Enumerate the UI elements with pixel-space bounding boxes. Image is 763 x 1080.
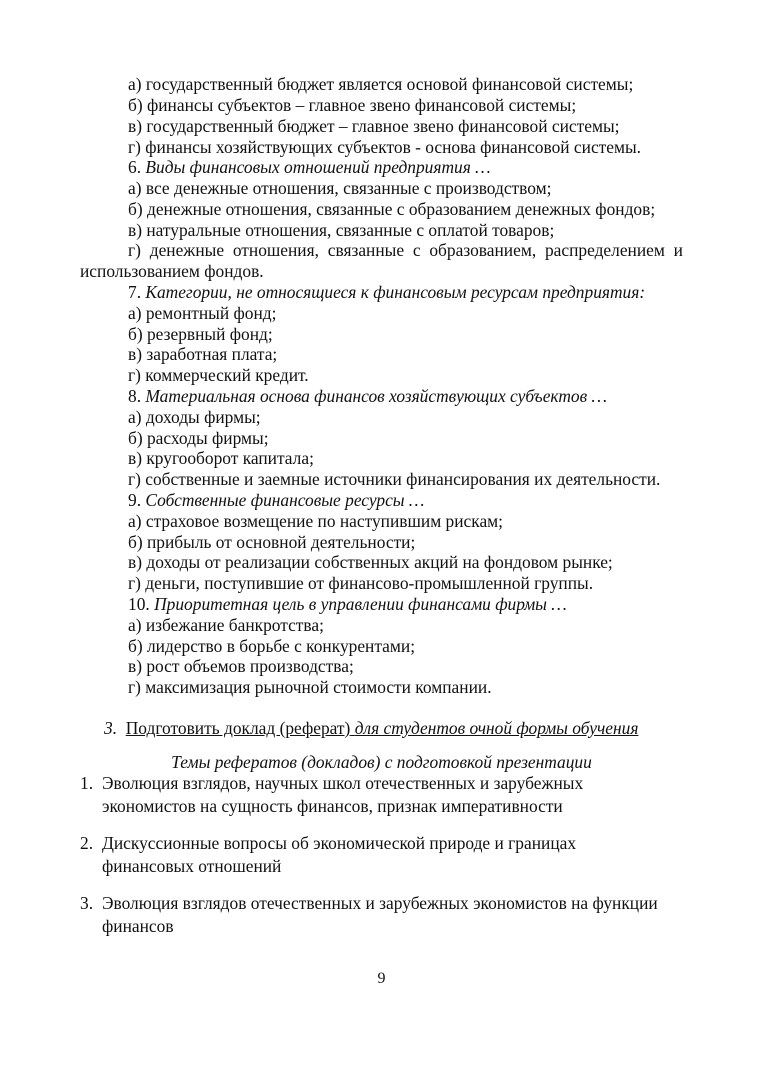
answer-line: г) деньги, поступившие от финансово-промышленной группы. (128, 573, 594, 593)
question-number: 8. (128, 386, 142, 406)
answer-line: а) ремонтный фонд; (128, 303, 277, 323)
answer-line: б) финансы субъектов – главное звено финансовой системы; (128, 95, 577, 115)
answer-line: в) кругооборот капитала; (128, 448, 314, 468)
topic-text-continuation: финансовых отношений (102, 856, 282, 876)
answer-line-continuation: использованием фондов. (80, 261, 264, 281)
question-number: 10. (128, 594, 150, 614)
topic-text: Эволюция взглядов, научных школ отечественных и зарубежных (102, 773, 584, 793)
section-heading (104, 718, 638, 739)
question-number: 6. (128, 157, 142, 177)
topic-text: Дискуссионные вопросы об экономической природе и границах (102, 833, 577, 853)
answer-line: г) максимизация рыночной стоимости компании. (128, 677, 492, 697)
question-8 (128, 386, 607, 407)
question-text: Собственные финансовые ресурсы … (145, 490, 425, 510)
section-title: Подготовить доклад (реферат) для студентов очной формы обучения (125, 718, 639, 738)
answer-line: б) расходы фирмы; (128, 428, 269, 448)
answer-line: г) денежные отношения, связанные с образованием, распределением и (128, 240, 683, 260)
question-number: 9. (128, 490, 142, 510)
topic-item (0, 893, 763, 914)
question-10 (128, 594, 567, 615)
topic-text-continuation: экономистов на сущность финансов, признак императивности (102, 796, 563, 816)
answer-line: в) государственный бюджет – главное звено финансовой системы; (128, 116, 620, 136)
question-number: 7. (128, 282, 142, 302)
answer-line: в) доходы от реализации собственных акций на фондовом рынке; (128, 552, 613, 572)
answer-line: а) доходы фирмы; (128, 407, 261, 427)
answer-line: а) государственный бюджет является основой финансовой системы; (128, 74, 634, 94)
topics-heading: Темы рефератов (докладов) с подготовкой презентации (171, 752, 592, 772)
answer-line: б) резервный фонд; (128, 324, 273, 344)
answer-line: а) все денежные отношения, связанные с производством; (128, 178, 552, 198)
question-text: Виды финансовых отношений предприятия … (145, 157, 491, 177)
question-6 (128, 157, 491, 178)
question-text: Материальная основа финансов хозяйствующих субъектов … (145, 386, 607, 406)
question-text: Приоритетная цель в управлении финансами фирмы … (154, 594, 567, 614)
answer-line: б) лидерство в борьбе с конкурентами; (128, 636, 416, 656)
page-number: 9 (377, 970, 386, 987)
topic-item (0, 773, 763, 794)
answer-line: г) финансы хозяйствующих субъектов - основа финансовой системы. (128, 137, 642, 157)
section-number: 3. (104, 718, 118, 738)
answer-line: г) собственные и заемные источники финансирования их деятельности. (128, 469, 661, 489)
answer-line: а) страховое возмещение по наступившим рискам; (128, 511, 504, 531)
topic-number: 3. (80, 893, 94, 913)
topic-item (0, 833, 763, 854)
answer-line: б) прибыль от основной деятельности; (128, 532, 416, 552)
topic-number: 1. (80, 773, 94, 793)
topic-text: Эволюция взглядов отечественных и зарубежных экономистов на функции (102, 893, 658, 913)
answer-line: г) коммерческий кредит. (128, 365, 309, 385)
question-text: Категории, не относящиеся к финансовым ресурсам предприятия: (145, 282, 646, 302)
answer-line: в) заработная плата; (128, 344, 278, 364)
answer-line: б) денежные отношения, связанные с образованием денежных фондов; (128, 199, 656, 219)
answer-line: а) избежание банкротства; (128, 615, 324, 635)
question-9 (128, 490, 424, 511)
topic-number: 2. (80, 833, 94, 853)
answer-line: в) рост объемов производства; (128, 656, 354, 676)
topic-text-continuation: финансов (102, 916, 174, 936)
question-7 (128, 282, 645, 303)
answer-line: в) натуральные отношения, связанные с оплатой товаров; (128, 220, 555, 240)
